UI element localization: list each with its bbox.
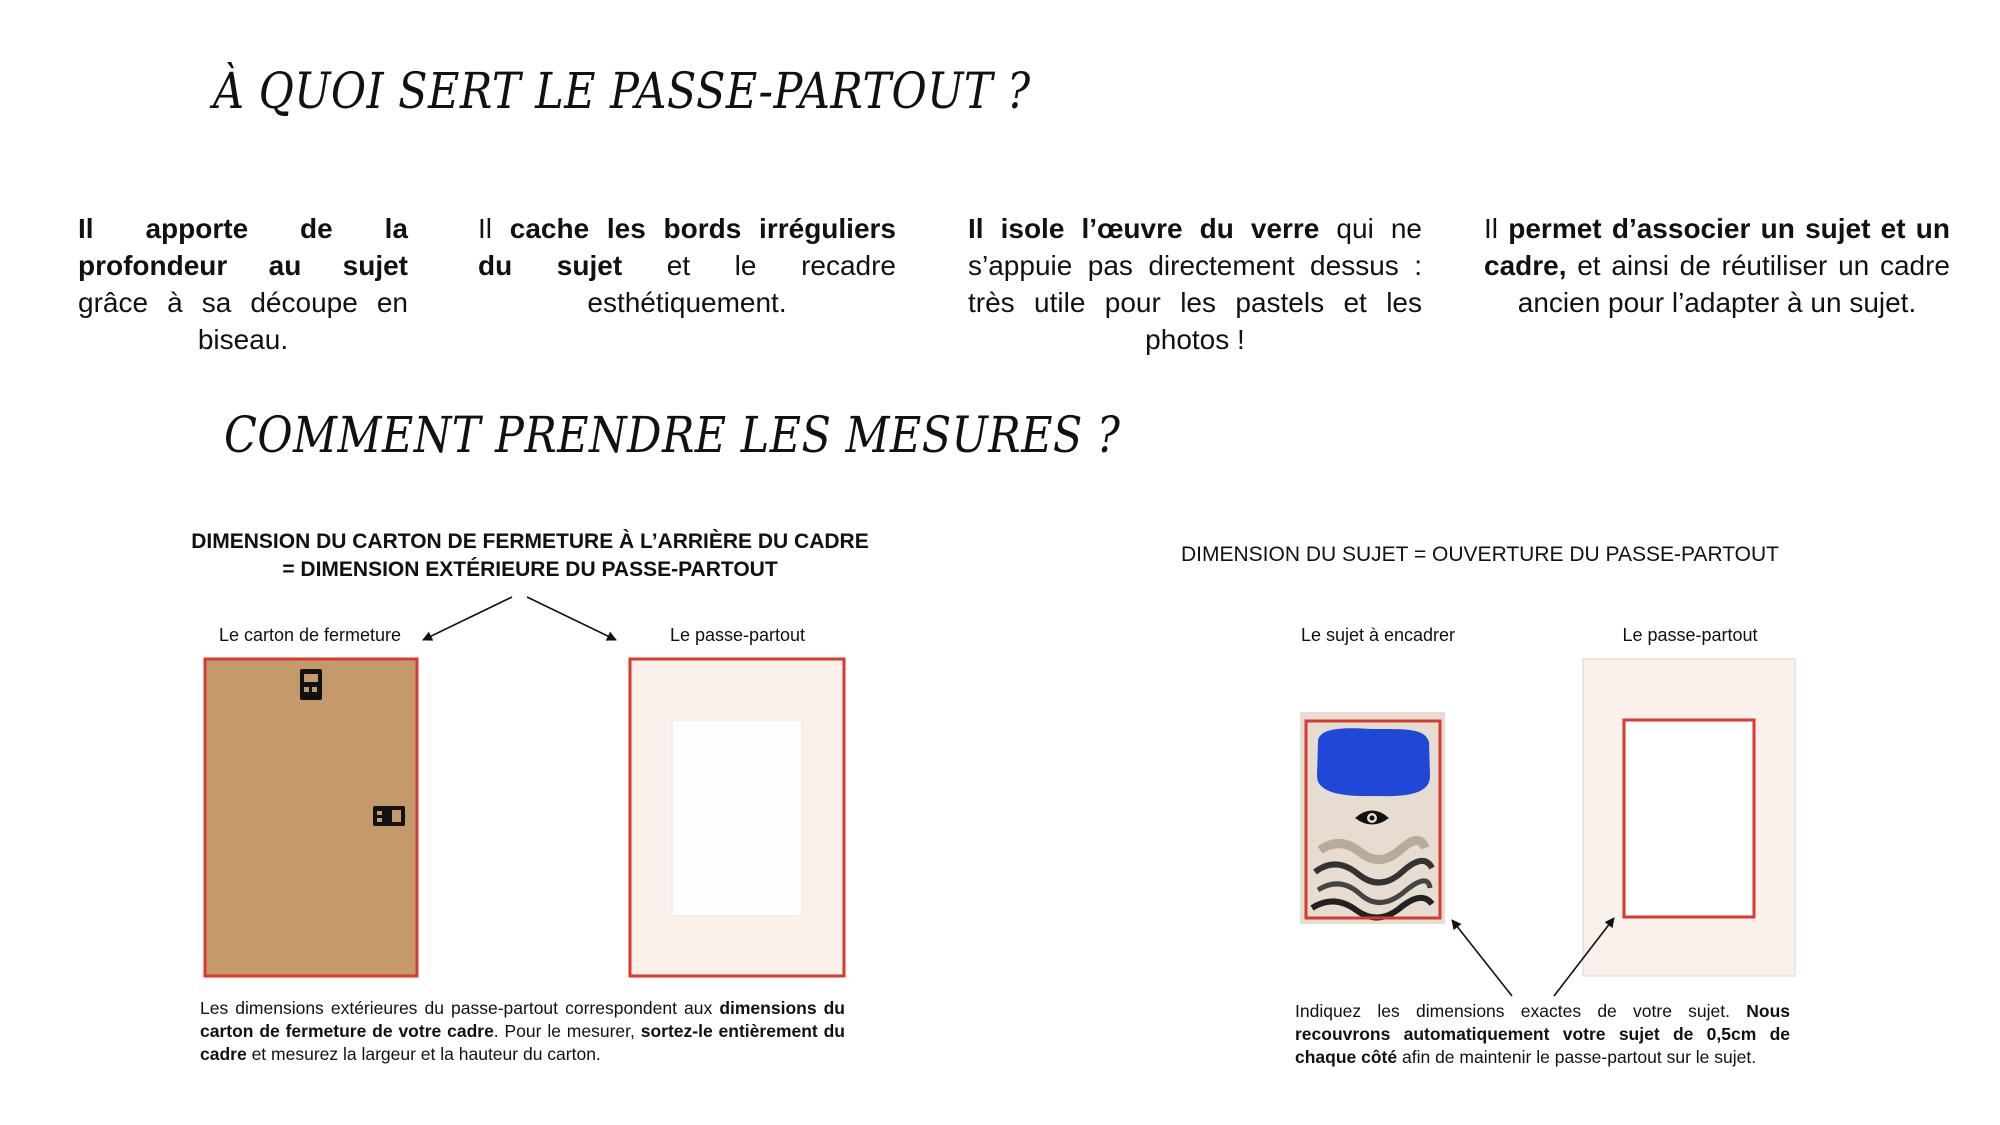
arrow-icon bbox=[423, 597, 512, 640]
benefit-depth-emphasis: Il apporte de la profondeur au sujet bbox=[78, 213, 408, 281]
subject-dimension-title: DIMENSION DU SUJET = OUVERTURE DU PASSE-PARTOUT bbox=[1180, 543, 1780, 566]
backboard-dimension-title-line2: = DIMENSION EXTÉRIEURE DU PASSE-PARTOUT bbox=[282, 558, 778, 581]
purpose-heading: À QUOI SERT LE PASSE-PARTOUT ? bbox=[213, 62, 1031, 120]
benefit-depth-text: grâce à sa découpe en biseau. bbox=[78, 287, 408, 355]
backboard-caption bbox=[200, 997, 845, 1066]
subject-caption bbox=[1295, 1000, 1790, 1069]
label-mat-left: Le passe-partout bbox=[669, 625, 806, 645]
benefit-edges-emphasis: cache les bords irréguliers du sujet bbox=[478, 213, 897, 281]
benefit-reuse-emphasis: permet d’associer un sujet et un cadre, bbox=[1484, 213, 1951, 281]
subject-caption-c: afin de maintenir le passe-partout sur le sujet. bbox=[1397, 1047, 1757, 1067]
turn-button-clip-icon bbox=[373, 806, 405, 826]
measure-heading: COMMENT PRENDRE LES MESURES ? bbox=[224, 406, 1121, 464]
arrow-icon bbox=[527, 597, 616, 640]
backboard-caption-d: sortez-le entièrement du cadre bbox=[200, 1021, 845, 1064]
benefit-glass-text: qui ne s’appuie pas directement dessus : très utile pour les pastels et les photos ! bbox=[968, 213, 1422, 355]
mat-opening-highlight bbox=[1624, 720, 1754, 917]
backboard-dimension-title-line1: DIMENSION DU CARTON DE FERMETURE À L’ARRIÈRE DU CADRE bbox=[191, 530, 869, 553]
label-mat-right: Le passe-partout bbox=[1622, 625, 1758, 645]
subject-caption-a: Indiquez les dimensions exactes de votre sujet. bbox=[1295, 1001, 1747, 1021]
arrow-icon bbox=[1452, 920, 1512, 996]
benefit-reuse-text: et ainsi de réutiliser un cadre ancien pour l’adapter à un sujet. bbox=[1517, 250, 1950, 318]
backboard-caption-b: dimensions du carton de fermeture de votre cadre bbox=[200, 998, 845, 1041]
backboard-caption-e: et mesurez la largeur et la hauteur du carton. bbox=[246, 1044, 601, 1064]
backboard-caption-c: . Pour le mesurer, bbox=[493, 1021, 641, 1041]
benefit-edges-lead: Il bbox=[478, 213, 510, 244]
backboard-caption-a: Les dimensions extérieures du passe-partout correspondent aux bbox=[200, 998, 720, 1018]
label-subject: Le sujet à encadrer bbox=[1300, 625, 1456, 645]
artwork-illustration bbox=[1300, 712, 1445, 924]
benefit-reuse-lead: Il bbox=[1484, 213, 1509, 244]
subject-caption-b: Nous recouvrons automatiquement votre sujet de 0,5cm de chaque côté bbox=[1295, 1001, 1790, 1067]
sawtooth-hanger-icon bbox=[300, 669, 322, 700]
mat-opening bbox=[672, 720, 802, 916]
label-backboard: Le carton de fermeture bbox=[218, 625, 402, 645]
benefit-glass-emphasis: Il isole l’œuvre du verre bbox=[968, 213, 1320, 244]
benefit-edges-text: et le recadre esthétiquement. bbox=[587, 250, 897, 318]
